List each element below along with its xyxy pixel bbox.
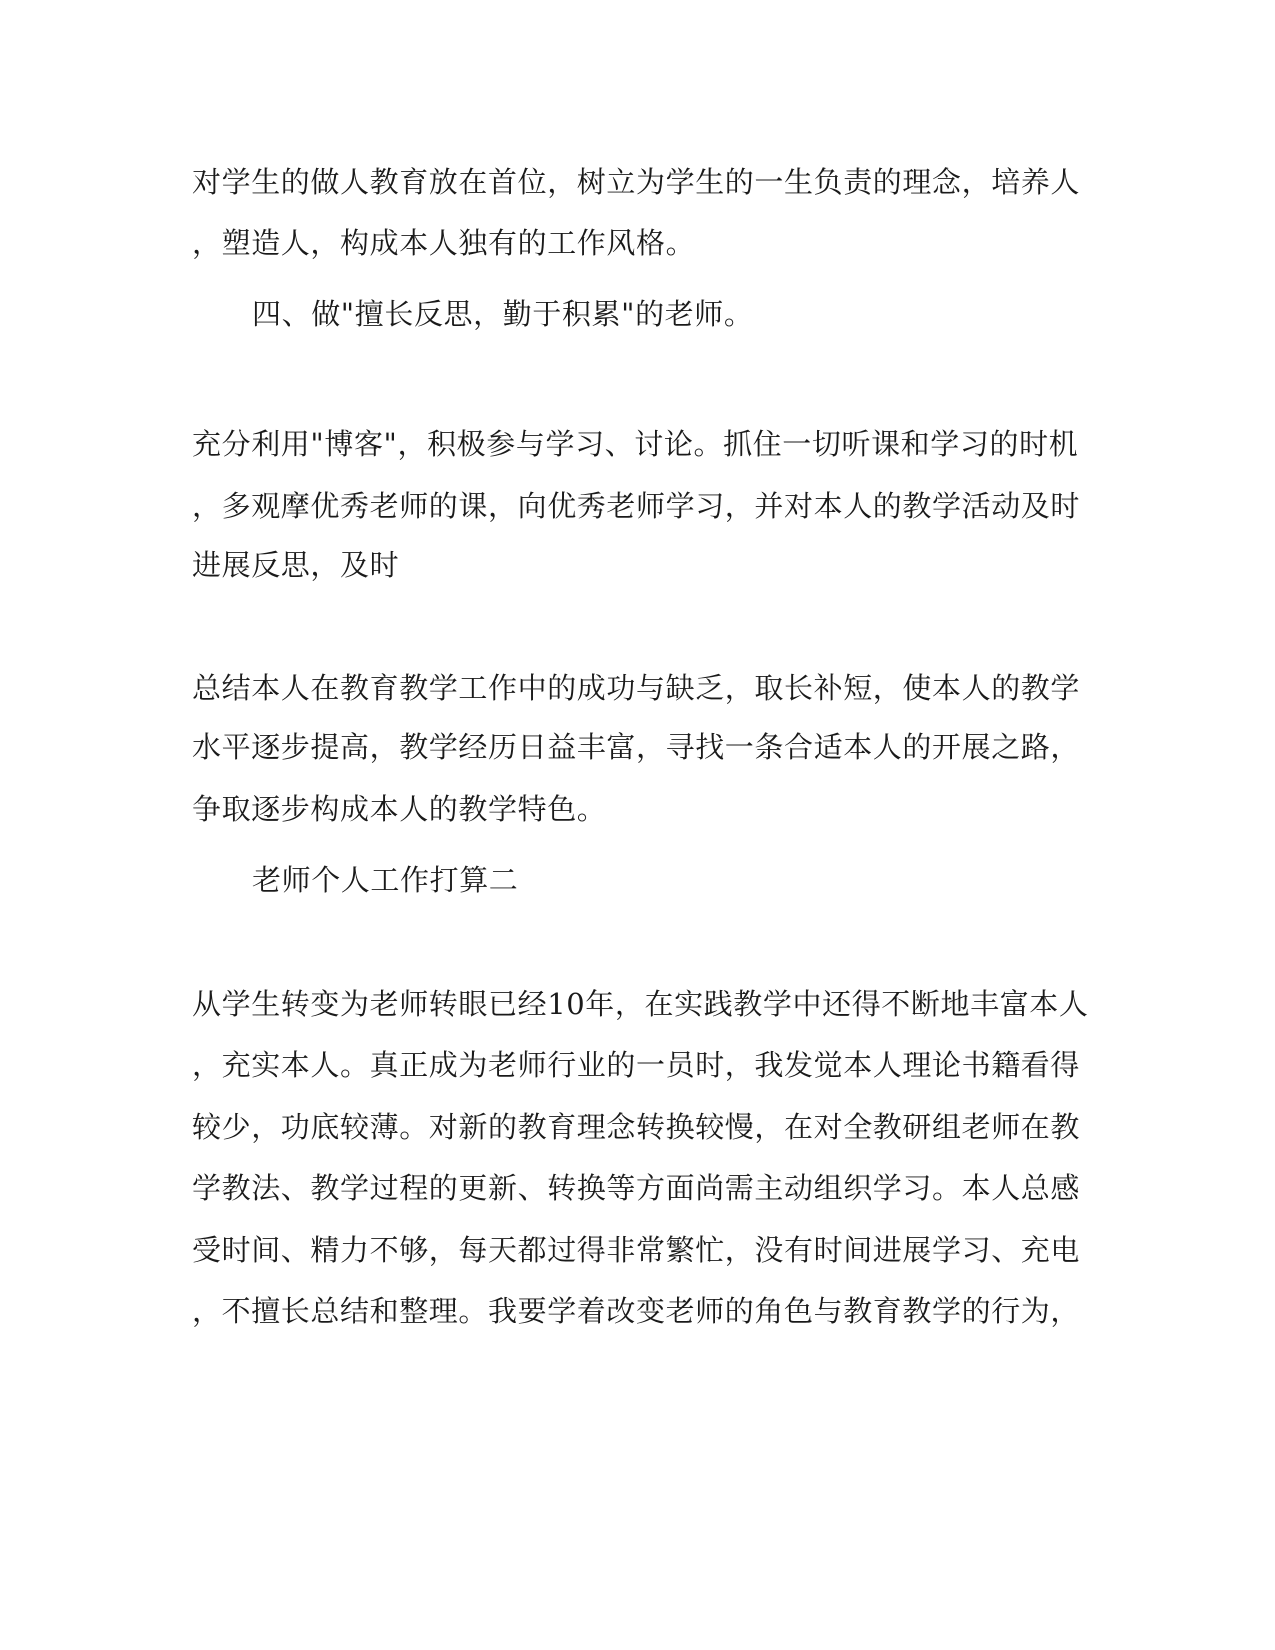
- paragraph-line: 较少，功底较薄。对新的教育理念转换较慢，在对全教研组老师在教: [192, 1110, 1081, 1144]
- section-heading: 老师个人工作打算二: [252, 863, 519, 897]
- paragraph-line: ，充实本人。真正成为老师行业的一员时，我发觉本人理论书籍看得: [192, 1048, 1081, 1082]
- paragraph-line: 受时间、精力不够，每天都过得非常繁忙，没有时间进展学习、充电: [192, 1233, 1081, 1267]
- paragraph-line: ，不擅长总结和整理。我要学着改变老师的角色与教育教学的行为，: [192, 1294, 1081, 1328]
- paragraph-line: 总结本人在教育教学工作中的成功与缺乏，取长补短，使本人的教学: [192, 671, 1081, 705]
- paragraph-line: 争取逐步构成本人的教学特色。: [192, 792, 607, 826]
- paragraph-line: 充分利用"博客"，积极参与学习、讨论。抓住一切听课和学习的时机: [192, 427, 1079, 461]
- paragraph-line: 从学生转变为老师转眼已经10年，在实践教学中还得不断地丰富本人: [192, 987, 1089, 1021]
- paragraph-line: 学教法、教学过程的更新、转换等方面尚需主动组织学习。本人总感: [192, 1171, 1081, 1205]
- paragraph-line: 对学生的做人教育放在首位，树立为学生的一生负责的理念，培养人: [192, 165, 1081, 199]
- paragraph-line: 进展反思，及时: [192, 548, 400, 582]
- paragraph-line: ，塑造人，构成本人独有的工作风格。: [192, 226, 696, 260]
- paragraph-line: 水平逐步提高，教学经历日益丰富，寻找一条合适本人的开展之路，: [192, 730, 1081, 764]
- section-heading: 四、做"擅长反思，勤于积累"的老师。: [252, 297, 754, 331]
- paragraph-line: ，多观摩优秀老师的课，向优秀老师学习，并对本人的教学活动及时: [192, 489, 1081, 523]
